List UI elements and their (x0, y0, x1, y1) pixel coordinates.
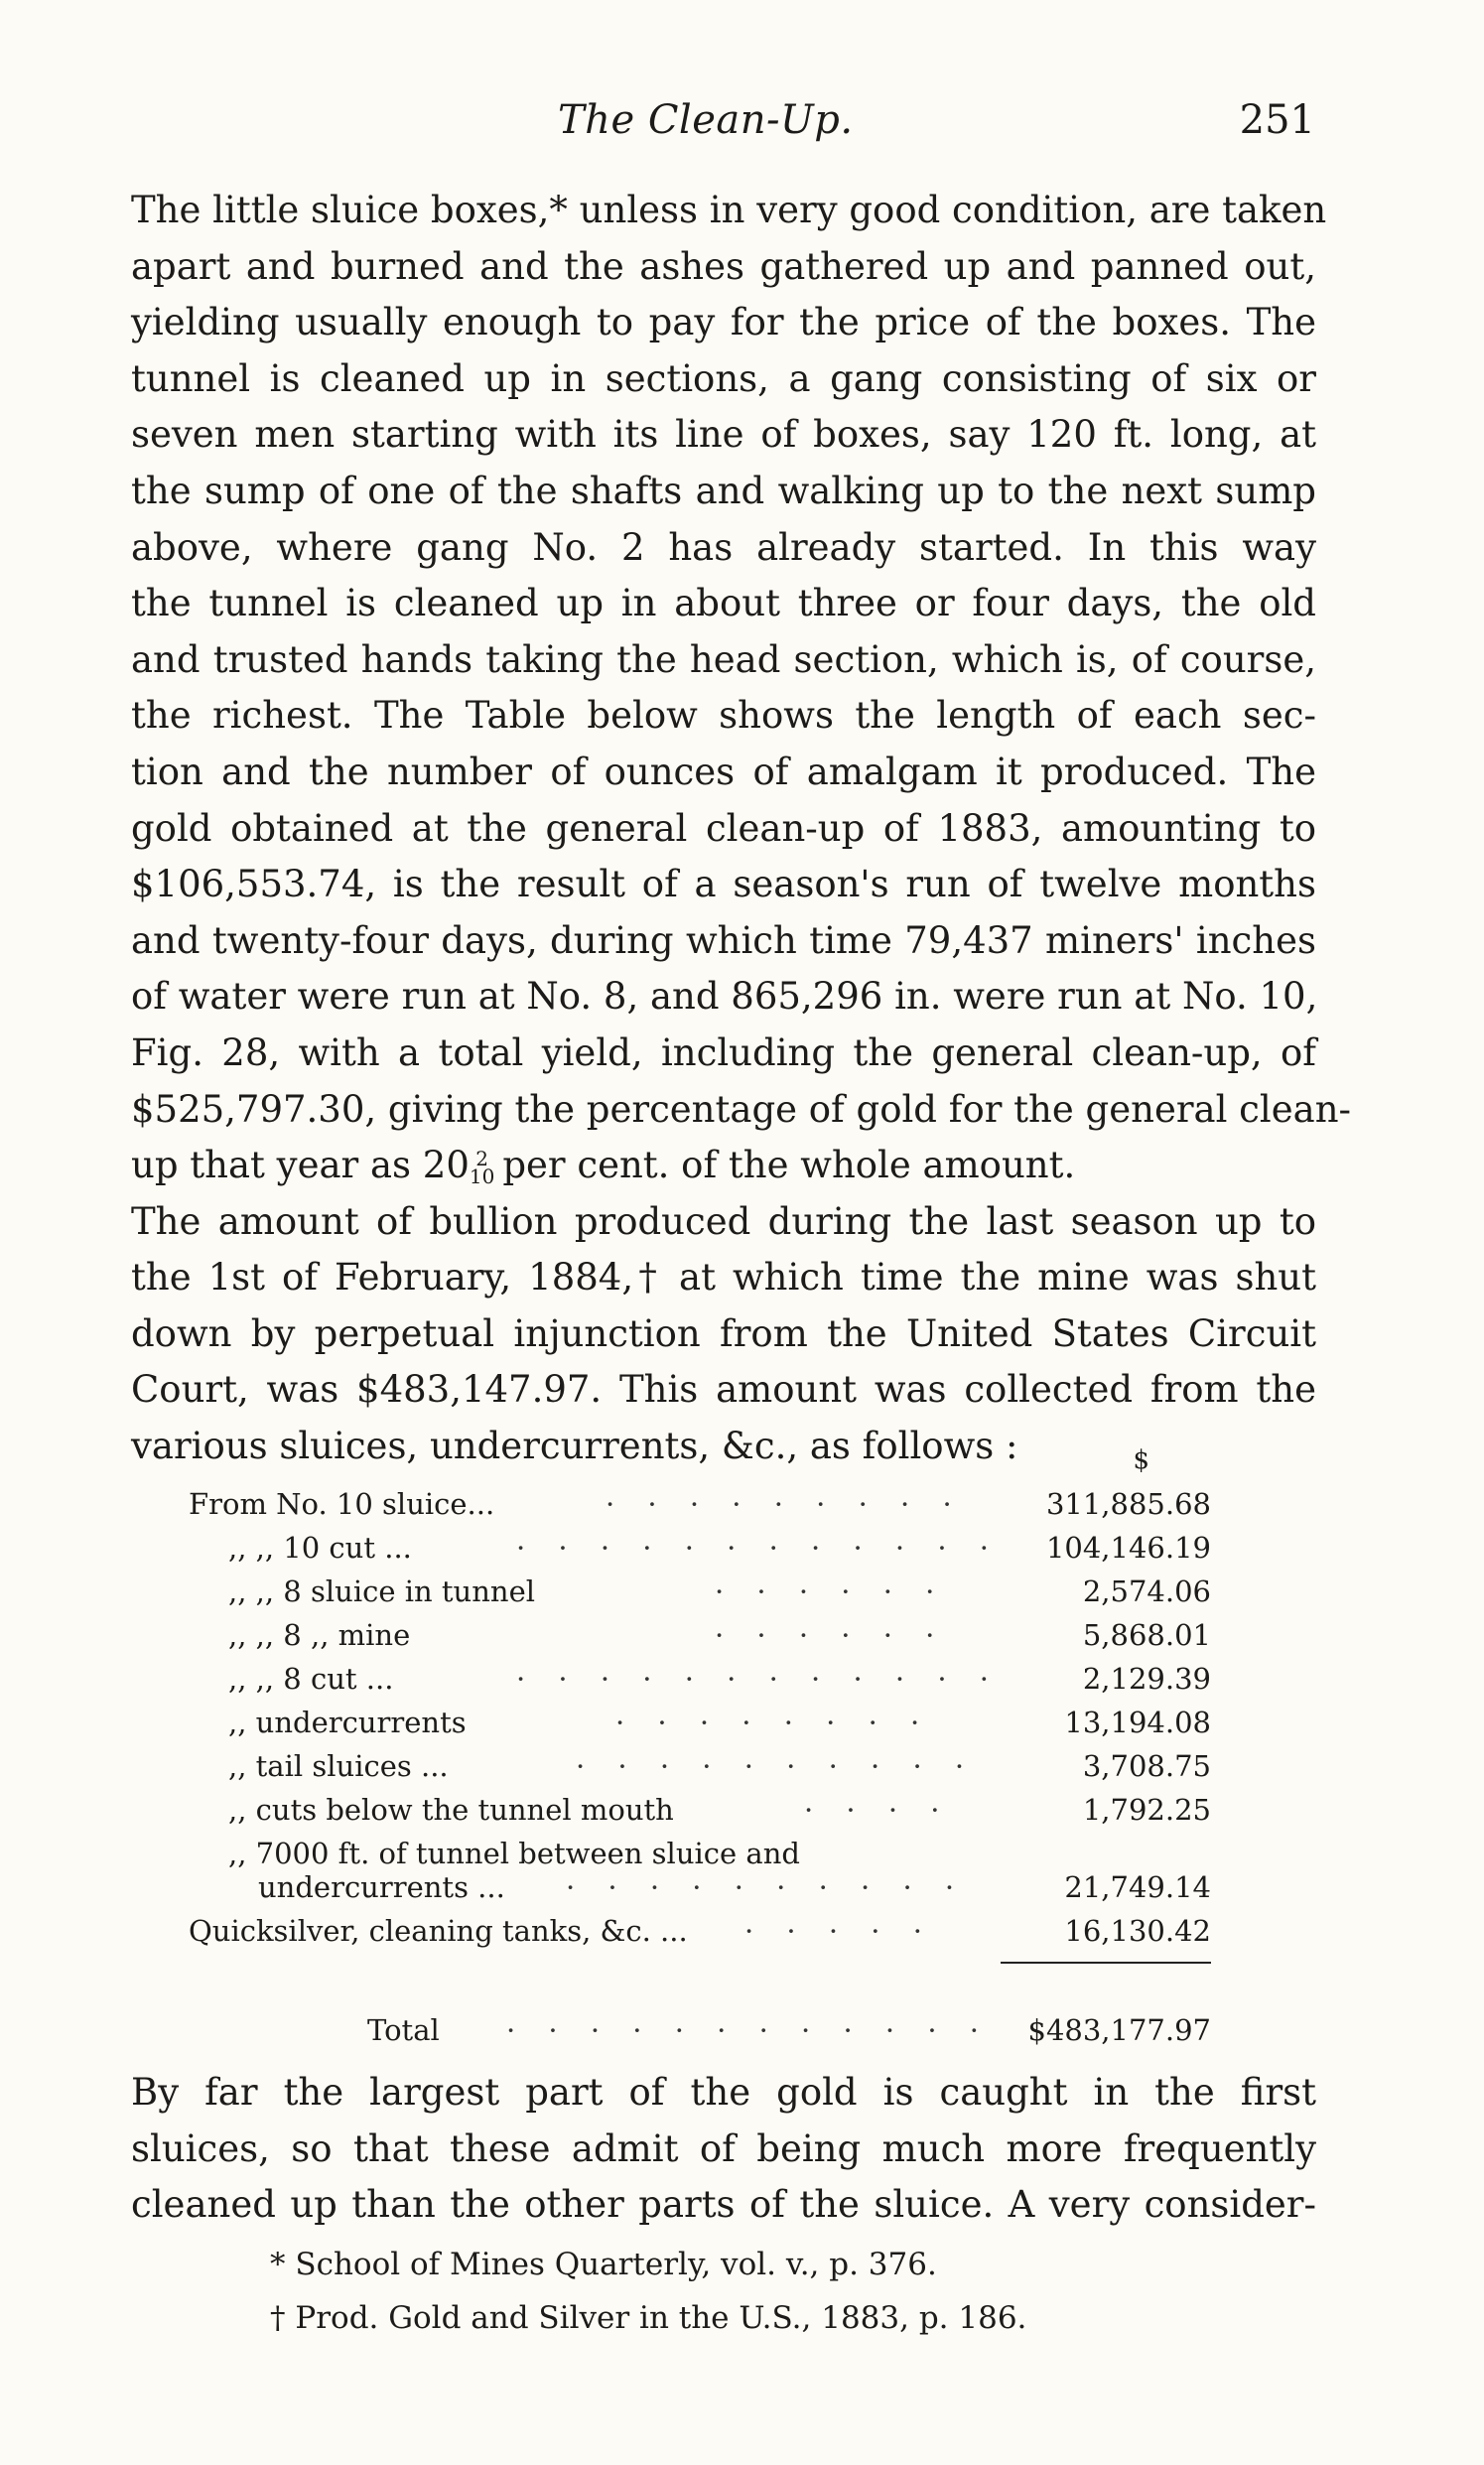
table-row (189, 1870, 1211, 1914)
fraction-numerator: 2 (475, 1147, 488, 1171)
row-label: ,, tail sluices ... (228, 1749, 449, 1783)
row-label: ,, ,, 8 cut ... (228, 1662, 394, 1696)
table-row (189, 1749, 1211, 1793)
text-line: and trusted hands taking the head section, which is, of course, (131, 637, 1316, 681)
text-fragment: per cent. of the whole amount. (502, 1144, 1076, 1187)
total-label: Total (367, 2013, 440, 2047)
footnotes (270, 2238, 1026, 2345)
row-label: ,, 7000 ft. of tunnel between sluice and (228, 1837, 800, 1870)
text-line: of water were run at No. 8, and 865,296 in. were run at No. 10, (131, 975, 1318, 1019)
text-line: tion and the number of ounces of amalgam it produced. The (131, 750, 1316, 793)
text-line: the 1st of February, 1884,† at which time the mine was shut (131, 1256, 1316, 1300)
body-text (131, 183, 1352, 1475)
row-value: 16,130.42 (1064, 1914, 1211, 1948)
text-line: the tunnel is cleaned up in about three or four days, the old (131, 582, 1316, 625)
text-line: apart and burned and the ashes gathered up and panned out, (131, 244, 1316, 288)
leader-dots: · · · · · · · · · · · · (516, 1662, 1002, 1696)
text-line: $525,797.30, giving the percentage of gold for the general clean- (131, 1087, 1352, 1131)
leader-dots: · · · · · · · · · (606, 1487, 964, 1521)
footnote: * School of Mines Quarterly, vol. v., p. 376. (270, 2247, 937, 2282)
total-rule (1001, 1962, 1211, 1964)
leader-dots: · · · · · · · · · · (576, 1749, 977, 1783)
leader-dots: · · · · · · · · (615, 1706, 932, 1739)
leader-dots: · · · · (804, 1793, 952, 1827)
text-line: The little sluice boxes,* unless in very good condition, are taken (131, 189, 1327, 231)
table-row (189, 1618, 1211, 1662)
row-label: ,, cuts below the tunnel mouth (228, 1793, 674, 1827)
text-line: the sump of one of the shafts and walking up to the next sump (131, 469, 1316, 512)
row-value: 2,574.06 (1082, 1575, 1211, 1608)
text-line-with-fraction (131, 1138, 1316, 1194)
running-title: The Clean-Up. (558, 97, 854, 143)
row-label: ,, ,, 10 cut ... (228, 1531, 412, 1565)
table-row (189, 1914, 1211, 1958)
row-value: 5,868.01 (1082, 1618, 1211, 1652)
text-line: The amount of bullion produced during the last season up to (131, 1199, 1316, 1243)
row-value: 104,146.19 (1045, 1531, 1211, 1565)
text-line: above, where gang No. 2 has already started. In this way (131, 525, 1316, 569)
text-line: cleaned up than the other parts of the sluice. A very consider- (131, 2183, 1316, 2227)
row-value: 3,708.75 (1082, 1749, 1211, 1783)
row-value: 311,885.68 (1045, 1487, 1211, 1521)
fraction-denominator: 10 (469, 1164, 495, 1189)
text-line: yielding usually enough to pay for the price of the boxes. The (131, 301, 1316, 344)
table-row (189, 1662, 1211, 1706)
table-row (189, 1487, 1211, 1531)
leader-dots: · · · · · · (715, 1618, 947, 1652)
text-line: tunnel is cleaned up in sections, a gang consisting of six or (131, 356, 1316, 400)
page-header (0, 97, 1484, 157)
total-row (189, 2013, 1211, 2057)
text-line: seven men starting with its line of boxes, say 120 ft. long, at (131, 413, 1316, 457)
text-line: sluices, so that these admit of being much more frequently (131, 2126, 1316, 2170)
table-row (189, 1575, 1211, 1618)
leader-dots: · · · · · (744, 1914, 934, 1948)
text-line: By far the largest part of the gold is caught in the first (131, 2071, 1316, 2114)
table-row (189, 1793, 1211, 1837)
row-label: ,, ,, 8 sluice in tunnel (228, 1575, 536, 1608)
table-row (189, 1706, 1211, 1749)
row-label: ,, undercurrents (228, 1706, 467, 1739)
row-value: 21,749.14 (1064, 1870, 1211, 1904)
leader-dots: · · · · · · · · · · · · (516, 1531, 1002, 1565)
leader-dots: · · · · · · (715, 1575, 947, 1608)
row-value: 1,792.25 (1082, 1793, 1211, 1827)
row-label: undercurrents ... (258, 1870, 505, 1904)
page-number: 251 (1239, 97, 1315, 143)
text-line: the richest. The Table below shows the length of each sec- (131, 694, 1316, 738)
row-label: From No. 10 sluice... (189, 1487, 495, 1521)
text-line: $106,553.74, is the result of a season's run of twelve months (131, 863, 1316, 906)
row-label: Quicksilver, cleaning tanks, &c. ... (189, 1914, 688, 1948)
leader-dots: · · · · · · · · · · (566, 1870, 967, 1904)
fraction (469, 1147, 495, 1189)
text-line: gold obtained at the general clean-up of 1883, amounting to (131, 806, 1316, 850)
text-line: Fig. 28, with a total yield, including the general clean-up, of (131, 1030, 1316, 1074)
row-value: 13,194.08 (1064, 1706, 1211, 1739)
closing-paragraph (131, 2065, 1316, 2234)
text-line: various sluices, undercurrents, &c., as follows : (131, 1425, 1018, 1468)
table-row (189, 1531, 1211, 1575)
total-value: $483,177.97 (1027, 2013, 1211, 2047)
text-line: and twenty-four days, during which time 79,437 miners' inches (131, 918, 1316, 962)
leader-dots: · · · · · · · · · · · · (506, 2013, 992, 2047)
row-label: ,, ,, 8 ,, mine (228, 1618, 411, 1652)
text-line: down by perpetual injunction from the United States Circuit (131, 1311, 1316, 1355)
text-fragment: up that year as 20 (131, 1144, 470, 1187)
currency-header: $ (1133, 1445, 1149, 1475)
text-line: Court, was $483,147.97. This amount was collected from the (131, 1368, 1316, 1412)
footnote: † Prod. Gold and Silver in the U.S., 1883, p. 186. (270, 2300, 1027, 2336)
row-value: 2,129.39 (1082, 1662, 1211, 1696)
